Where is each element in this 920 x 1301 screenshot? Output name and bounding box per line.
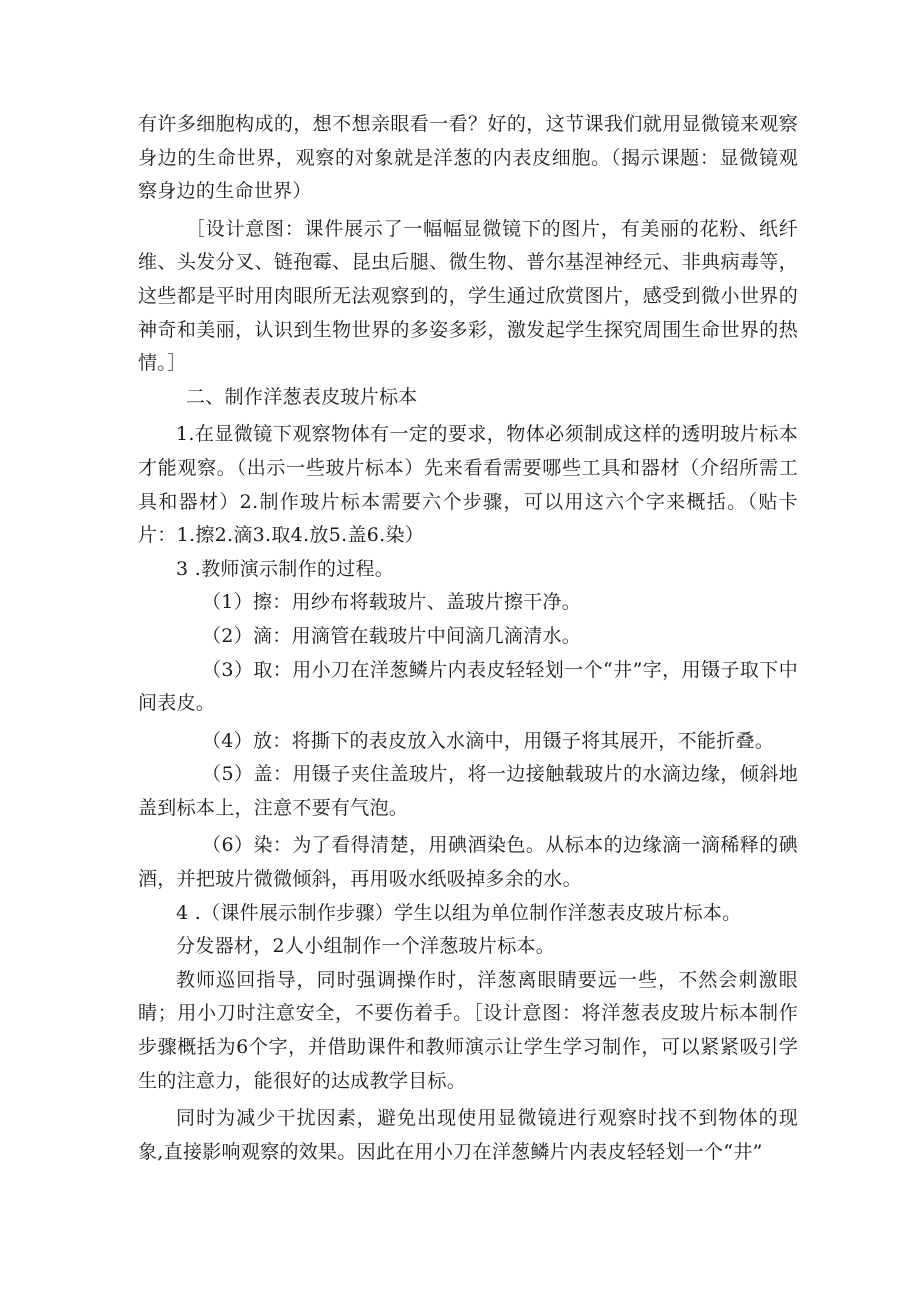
- substep-place: （4）放：将撕下的表皮放入水滴中，用镊子将其展开，不能折叠。: [202, 729, 775, 752]
- paragraph-design-intent-1: ［设计意图：课件展示了一幅幅显微镜下的图片，有美丽的花粉、纸纤维、头发分叉、链孢霉、昆虫后腿、微生物、普尔基涅神经元、非典病毒等，这些都是平时用肉眼所无法观察到的，学生通过欣赏图片，感受到微小世界的神奇和美丽，认识到生物世界的多姿多彩，激发起学生探究周围生命世界的热情。］: [138, 217, 798, 375]
- paragraph-intro: 有许多细胞构成的，想不想亲眼看一看？好的，这节课我们就用显微镜来观察身边的生命世界，观察的对象就是洋葱的内表皮细胞。（揭示课题：显微镜观察身边的生命世界）: [138, 113, 798, 203]
- section-heading-2: 二、制作洋葱表皮玻片标本: [186, 385, 418, 408]
- substep-drip: （2）滴：用滴管在载玻片中间滴几滴清水。: [202, 624, 582, 647]
- paragraph-step-1: 1.在显微镜下观察物体有一定的要求，物体必须制成这样的透明玻片标本才能观察。（出示一些玻片标本）先来看看需要哪些工具和器材（介绍所需工具和器材）2.制作玻片标本需要六个步骤，可以用这六个字来概括。（贴卡片：1.擦2.滴3.取4.放5.盖6.染）: [138, 423, 798, 547]
- substep-stain: （6）染：为了看得清楚，用碘酒染色。从标本的边缘滴一滴稀释的碘酒，并把玻片微微倾斜，再用吸水纸吸掉多余的水。: [138, 834, 798, 891]
- paragraph-reduce-interference: 同时为减少干扰因素，避免出现使用显微镜进行观察时找不到物体的现象,直接影响观察的效果。因此在用小刀在洋葱鳞片内表皮轻轻划一个“井”: [138, 1107, 798, 1163]
- substep-wipe: （1）擦：用纱布将载玻片、盖玻片擦干净。: [202, 591, 582, 614]
- paragraph-step-4: 4 .（课件展示制作步骤）学生以组为单位制作洋葱表皮玻片标本。: [176, 901, 742, 924]
- paragraph-distribute: 分发器材，2人小组制作一个洋葱玻片标本。: [176, 935, 556, 958]
- substep-cover: （5）盖：用镊子夹住盖玻片，将一边接触载玻片的水滴边缘，倾斜地盖到标本上，注意不要有气泡。: [138, 763, 798, 819]
- paragraph-step-3: 3 .教师演示制作的过程。: [176, 557, 395, 580]
- paragraph-teacher-guide: 教师巡回指导，同时强调操作时，洋葱离眼睛要远一些，不然会刺激眼睛；用小刀时注意安全，不要伤着手。［设计意图：将洋葱表皮玻片标本制作步骤概括为6个字，并借助课件和教师演示让学生学习制作，可以紧紧吸引学生的注意力，能很好的达成教学目标。: [138, 968, 798, 1092]
- document-page: [138, 108, 798, 1169]
- substep-take: （3）取：用小刀在洋葱鳞片内表皮轻轻划一个“井”字，用镊子取下中间表皮。: [138, 658, 798, 715]
